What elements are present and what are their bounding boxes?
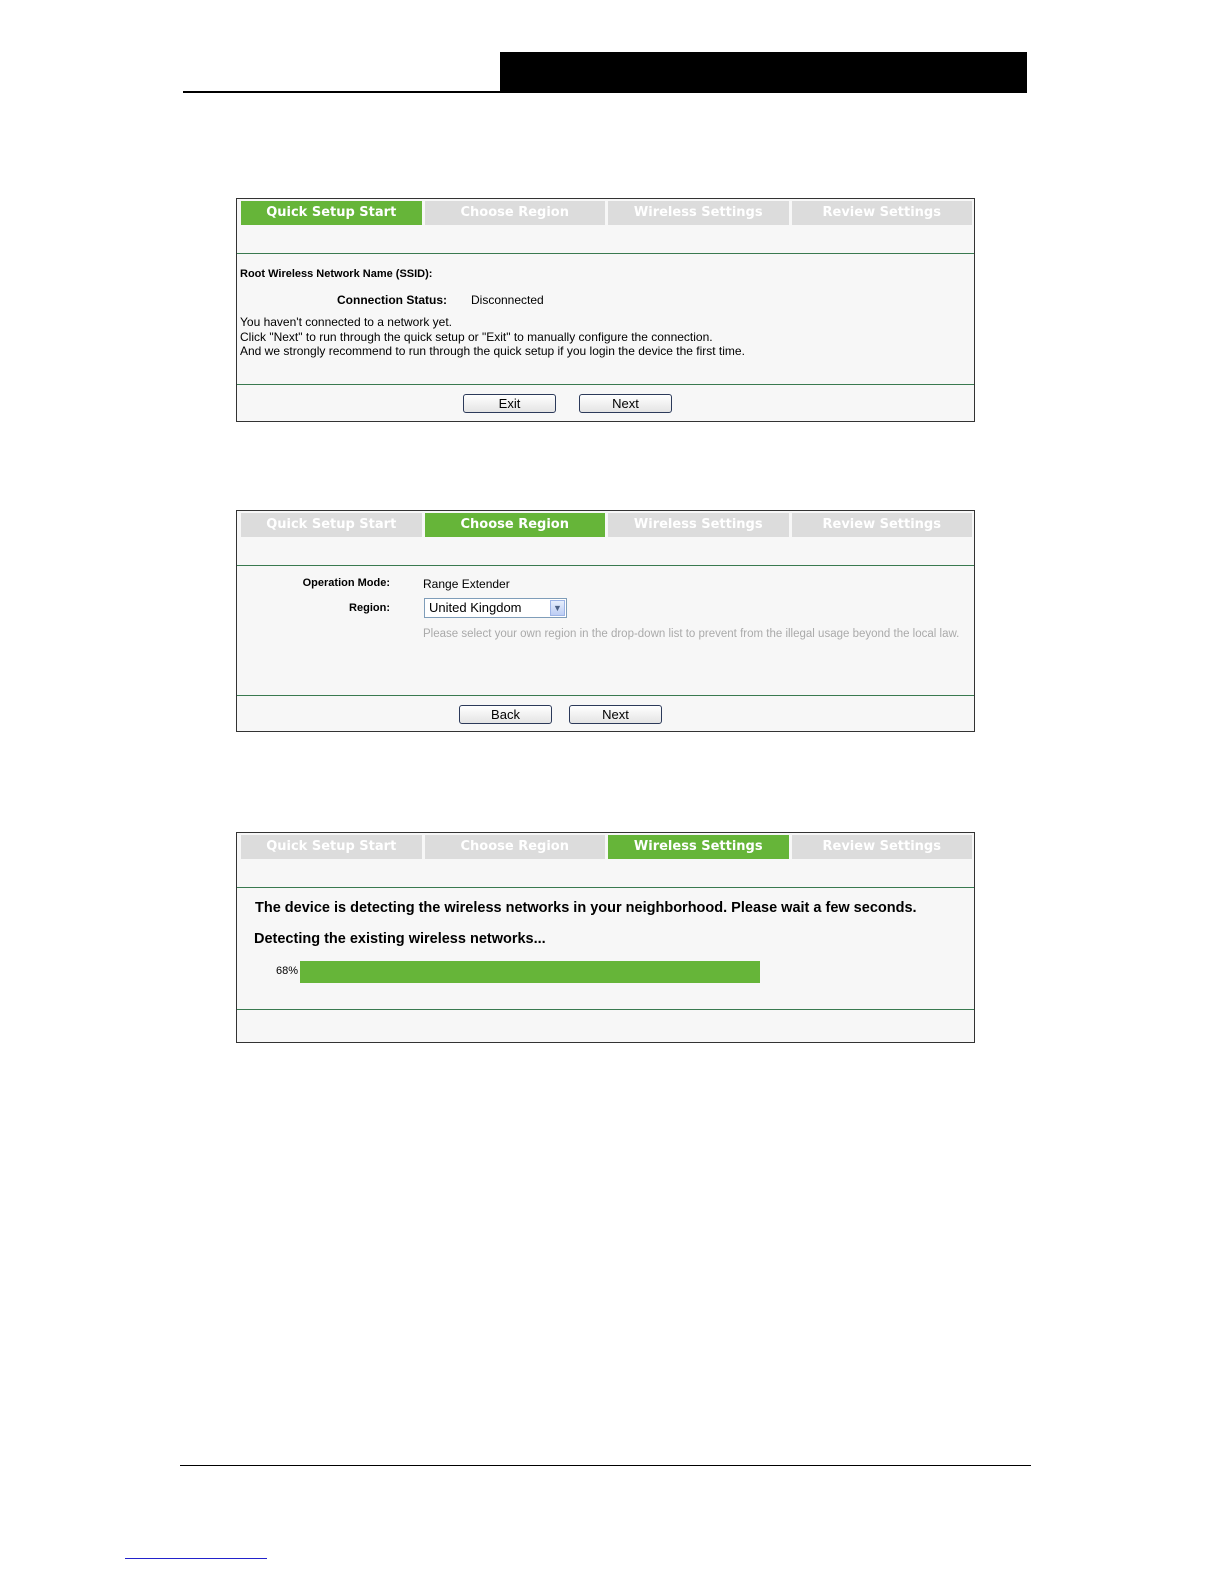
message-line: Click "Next" to run through the quick setup or "Exit" to manually configure the connection.: [240, 330, 713, 344]
separator: [237, 695, 974, 696]
region-select[interactable]: [424, 598, 567, 618]
next-button[interactable]: Next: [579, 394, 672, 413]
tab-wireless-settings: Wireless Settings: [608, 513, 789, 537]
operation-mode-label: Operation Mode:: [302, 577, 390, 589]
progress-label: 68%: [276, 965, 299, 977]
exit-button[interactable]: Exit: [463, 394, 556, 413]
tab-choose-region: Choose Region: [425, 835, 606, 859]
tab-choose-region: Choose Region: [425, 513, 606, 537]
tab-review-settings: Review Settings: [792, 835, 973, 859]
wireless-settings-panel: [236, 832, 975, 1043]
detecting-subheading: Detecting the existing wireless networks...: [254, 931, 546, 947]
next-button[interactable]: Next: [569, 705, 662, 724]
chevron-down-icon[interactable]: ▼: [550, 600, 565, 616]
region-select-value: United Kingdom: [429, 600, 522, 615]
separator: [237, 565, 974, 566]
tab-review-settings: Review Settings: [792, 513, 973, 537]
separator: [237, 253, 974, 254]
separator: [237, 1009, 974, 1010]
header-bar: [500, 52, 1027, 93]
connection-status-value: Disconnected: [471, 293, 544, 307]
footer-rule: [180, 1465, 1031, 1466]
separator: [237, 384, 974, 385]
ssid-label: Root Wireless Network Name (SSID):: [240, 268, 433, 280]
tab-wireless-settings: Wireless Settings: [608, 201, 789, 225]
wizard-tabs: [241, 201, 972, 225]
choose-region-panel: [236, 510, 975, 732]
header-rule: [183, 91, 501, 93]
message-line: And we strongly recommend to run through the quick setup if you login the device the first time.: [240, 344, 745, 358]
detecting-heading: The device is detecting the wireless networks in your neighborhood. Please wait a few seconds.: [255, 900, 917, 916]
separator: [237, 887, 974, 888]
tab-quick-setup-start: Quick Setup Start: [241, 835, 422, 859]
tab-quick-setup-start: Quick Setup Start: [241, 201, 422, 225]
tab-choose-region: Choose Region: [425, 201, 606, 225]
tab-quick-setup-start: Quick Setup Start: [241, 513, 422, 537]
wizard-tabs: [241, 835, 972, 859]
message-line: You haven't connected to a network yet.: [240, 315, 452, 329]
tab-review-settings: Review Settings: [792, 201, 973, 225]
progress-bar: [300, 961, 760, 983]
back-button[interactable]: Back: [459, 705, 552, 724]
operation-mode-value: Range Extender: [423, 577, 510, 591]
connection-status-label: Connection Status:: [337, 293, 447, 307]
region-label: Region:: [349, 602, 390, 614]
quick-setup-start-panel: [236, 198, 975, 422]
region-hint: Please select your own region in the drop-down list to prevent from the illegal usage beyond the local law.: [423, 628, 960, 640]
tab-wireless-settings: Wireless Settings: [608, 835, 789, 859]
progress-fill: [300, 961, 760, 983]
wizard-tabs: [241, 513, 972, 537]
footer-link-underline: [125, 1558, 267, 1559]
